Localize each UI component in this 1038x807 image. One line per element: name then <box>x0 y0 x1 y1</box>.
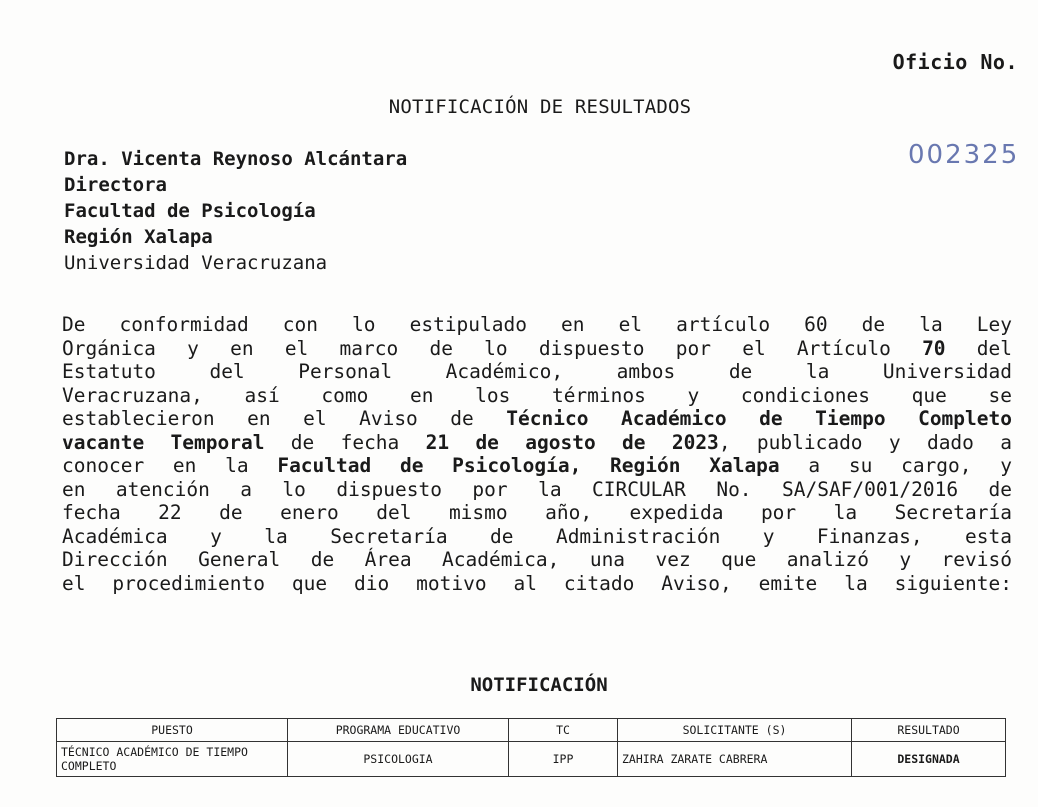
body-line <box>62 431 1012 455</box>
body-text-segment: del <box>945 336 1012 360</box>
body-text-segment: , publicado y dado a <box>718 430 1012 454</box>
column-header-tc: TC <box>509 719 618 742</box>
stamp-number: 002325 <box>908 140 1020 170</box>
cell-programa: PSICOLOGIA <box>288 742 509 777</box>
body-line: fecha 22 de enero del mismo año, expedida por la Secretaría <box>62 501 1012 524</box>
addressee-name: Dra. Vicenta Reynoso Alcántara <box>64 148 408 170</box>
addressee-university: Universidad Veracruzana <box>64 252 328 274</box>
body-bold-segment: 70 <box>922 336 946 360</box>
column-header-puesto: PUESTO <box>57 719 288 742</box>
addressee-region: Región Xalapa <box>64 226 213 248</box>
body-bold-segment: vacante Temporal <box>62 430 265 454</box>
body-line: Dirección General de Área Académica, una vez que analizó y revisó <box>62 548 1012 571</box>
body-text-segment: a su cargo, y <box>779 454 1012 477</box>
cell-resultado: DESIGNADA <box>852 742 1006 777</box>
addressee-position: Directora <box>64 174 167 196</box>
body-bold-segment: Técnico Académico de Tiempo Completo <box>506 407 1012 430</box>
body-line: Estatuto del Personal Académico, ambos de la Universidad <box>62 360 1012 383</box>
cell-tc: IPP <box>509 742 618 777</box>
column-header-solicitante: SOLICITANTE (S) <box>618 719 852 742</box>
body-line: Veracruzana, así como en los términos y condiciones que se <box>62 383 1012 407</box>
body-line: en atención a lo dispuesto por la CIRCULAR No. SA/SAF/001/2016 de <box>62 477 1012 501</box>
body-text-segment: establecieron en el Aviso de <box>62 407 507 430</box>
body-line <box>62 337 1012 361</box>
document-title: NOTIFICACIÓN DE RESULTADOS <box>388 96 692 118</box>
body-text-segment: de fecha <box>264 430 426 454</box>
results-table <box>56 718 1006 777</box>
body-line <box>62 454 1012 478</box>
body-line: Académica y la Secretaría de Administración y Finanzas, esta <box>62 524 1012 548</box>
notification-heading: NOTIFICACIÓN <box>470 674 608 696</box>
body-line <box>62 407 1012 431</box>
addressee-block <box>64 146 407 276</box>
column-header-resultado: RESULTADO <box>852 719 1006 742</box>
body-text-segment: conocer en la <box>62 454 278 477</box>
cell-puesto: TÉCNICO ACADÉMICO DE TIEMPO COMPLETO <box>57 742 288 777</box>
body-line: De conformidad con lo estipulado en el artículo 60 de la Ley <box>62 313 1012 336</box>
column-header-programa: PROGRAMA EDUCATIVO <box>288 719 509 742</box>
cell-solicitante: ZAHIRA ZARATE CABRERA <box>618 742 852 777</box>
body-bold-segment: Facultad de Psicología, Región Xalapa <box>277 454 780 477</box>
addressee-faculty: Facultad de Psicología <box>64 200 316 222</box>
table-row <box>57 742 1006 777</box>
table-header-row <box>57 719 1006 742</box>
body-bold-segment: 21 de agosto de 2023 <box>425 430 719 454</box>
body-text-segment: Orgánica y en el marco de lo dispuesto por el Artículo <box>62 336 923 360</box>
oficio-label: Oficio No. <box>892 50 1018 74</box>
body-line: el procedimiento que dio motivo al citado Aviso, emite la siguiente: <box>62 571 1012 595</box>
body-paragraph <box>62 313 1012 595</box>
